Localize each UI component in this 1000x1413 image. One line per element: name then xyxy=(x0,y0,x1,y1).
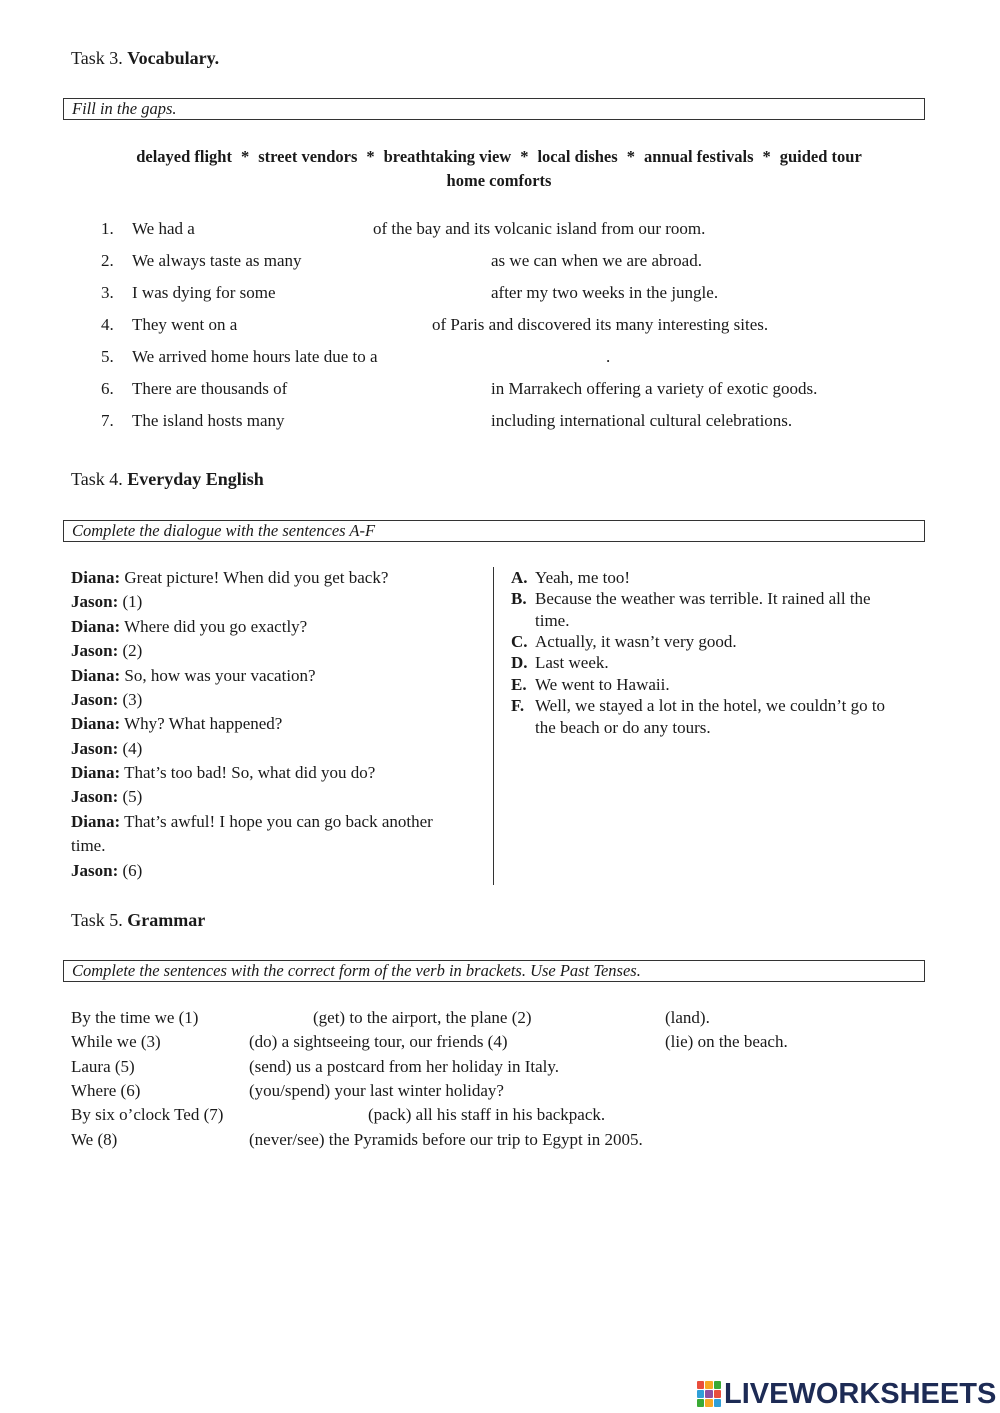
task3-heading xyxy=(71,48,219,69)
dialogue-line: Jason: (2) xyxy=(71,641,143,660)
vocab-item-7: 7. The island hosts many including international cultural celebrations. xyxy=(101,411,793,430)
dialogue-line: Diana: Where did you go exactly? xyxy=(71,617,308,636)
option-b: B. Because the weather was terrible. It rained all the time. xyxy=(511,589,871,630)
dialogue-line: time. xyxy=(71,836,106,855)
word-bank-item: breathtaking view xyxy=(383,147,512,166)
vocab-item-3: 3. I was dying for some after my two weeks in the jungle. xyxy=(101,283,719,302)
grammar-row-4: Where (6) (you/spend) your last winter holiday? xyxy=(71,1081,504,1100)
grammar-row-2: While we (3) (do) a sightseeing tour, our friends (4) (lie) on the beach. xyxy=(71,1032,788,1051)
word-bank-line2: home comforts xyxy=(446,171,552,190)
dialogue-line: Diana: That’s too bad! So, what did you do? xyxy=(71,763,376,782)
task3-label: Task 3. xyxy=(71,48,123,68)
dialogue-line: Jason: (4) xyxy=(71,739,143,758)
option-d: D. Last week. xyxy=(511,653,609,672)
grammar-row-6: We (8) (never/see) the Pyramids before our trip to Egypt in 2005. xyxy=(71,1130,643,1149)
column-divider xyxy=(493,567,494,885)
task5-label: Task 5. xyxy=(71,910,123,930)
option-f: F. Well, we stayed a lot in the hotel, we couldn’t go to the beach or do any tours. xyxy=(511,696,886,737)
word-bank xyxy=(63,145,935,193)
dialogue-line: Diana: That’s awful! I hope you can go back another xyxy=(71,812,433,831)
dialogue-line: Diana: So, how was your vacation? xyxy=(71,666,316,685)
liveworksheets-logo[interactable] xyxy=(697,1378,996,1410)
task5-heading xyxy=(71,910,205,931)
dialogue-line: Jason: (6) xyxy=(71,861,143,880)
task4-title: Everyday English xyxy=(127,469,264,489)
word-bank-item: local dishes xyxy=(537,147,618,166)
grammar-row-5: By six o’clock Ted (7) (pack) all his staff in his backpack. xyxy=(71,1105,606,1124)
logo-grid-icon xyxy=(697,1381,721,1407)
task3-instruction: Fill in the gaps. xyxy=(63,98,925,120)
word-bank-item: annual festivals xyxy=(643,147,754,166)
vocab-item-4: 4. They went on a of Paris and discovered its many interesting sites. xyxy=(101,315,769,334)
logo-text: LIVEWORKSHEETS xyxy=(724,1377,997,1410)
option-a: A. Yeah, me too! xyxy=(511,568,631,587)
task5-title: Grammar xyxy=(127,910,206,930)
dialogue-line: Diana: Why? What happened? xyxy=(71,714,283,733)
vocab-item-2: 2. We always taste as many as we can when we are abroad. xyxy=(101,251,702,270)
option-c: C. Actually, it wasn’t very good. xyxy=(511,632,737,651)
word-bank-item: guided tour xyxy=(779,147,862,166)
vocab-item-5: 5. We arrived home hours late due to a . xyxy=(101,347,611,366)
word-bank-line1: delayed flight * street vendors * breathtaking view * local dishes * annual festivals * guided tour xyxy=(136,147,862,166)
dialogue-line: Jason: (1) xyxy=(71,592,143,611)
task4-label: Task 4. xyxy=(71,469,123,489)
vocab-item-1: 1. We had a of the bay and its volcanic island from our room. xyxy=(101,219,706,238)
dialogue-line: Diana: Great picture! When did you get back? xyxy=(71,568,389,587)
task4-instruction: Complete the dialogue with the sentences A-F xyxy=(63,520,925,542)
dialogue-line: Jason: (3) xyxy=(71,690,143,709)
task5-instruction: Complete the sentences with the correct form of the verb in brackets. Use Past Tenses. xyxy=(63,960,925,982)
task4-heading xyxy=(71,469,264,490)
option-e: E. We went to Hawaii. xyxy=(511,675,670,694)
task3-title: Vocabulary. xyxy=(127,48,220,68)
vocab-item-6: 6. There are thousands of in Marrakech offering a variety of exotic goods. xyxy=(101,379,818,398)
dialogue-line: Jason: (5) xyxy=(71,787,143,806)
word-bank-item: street vendors xyxy=(258,147,358,166)
grammar-row-3: Laura (5) (send) us a postcard from her holiday in Italy. xyxy=(71,1057,560,1076)
grammar-row-1: By the time we (1) (get) to the airport, the plane (2) (land). xyxy=(71,1008,710,1027)
word-bank-item: delayed flight xyxy=(136,147,232,166)
